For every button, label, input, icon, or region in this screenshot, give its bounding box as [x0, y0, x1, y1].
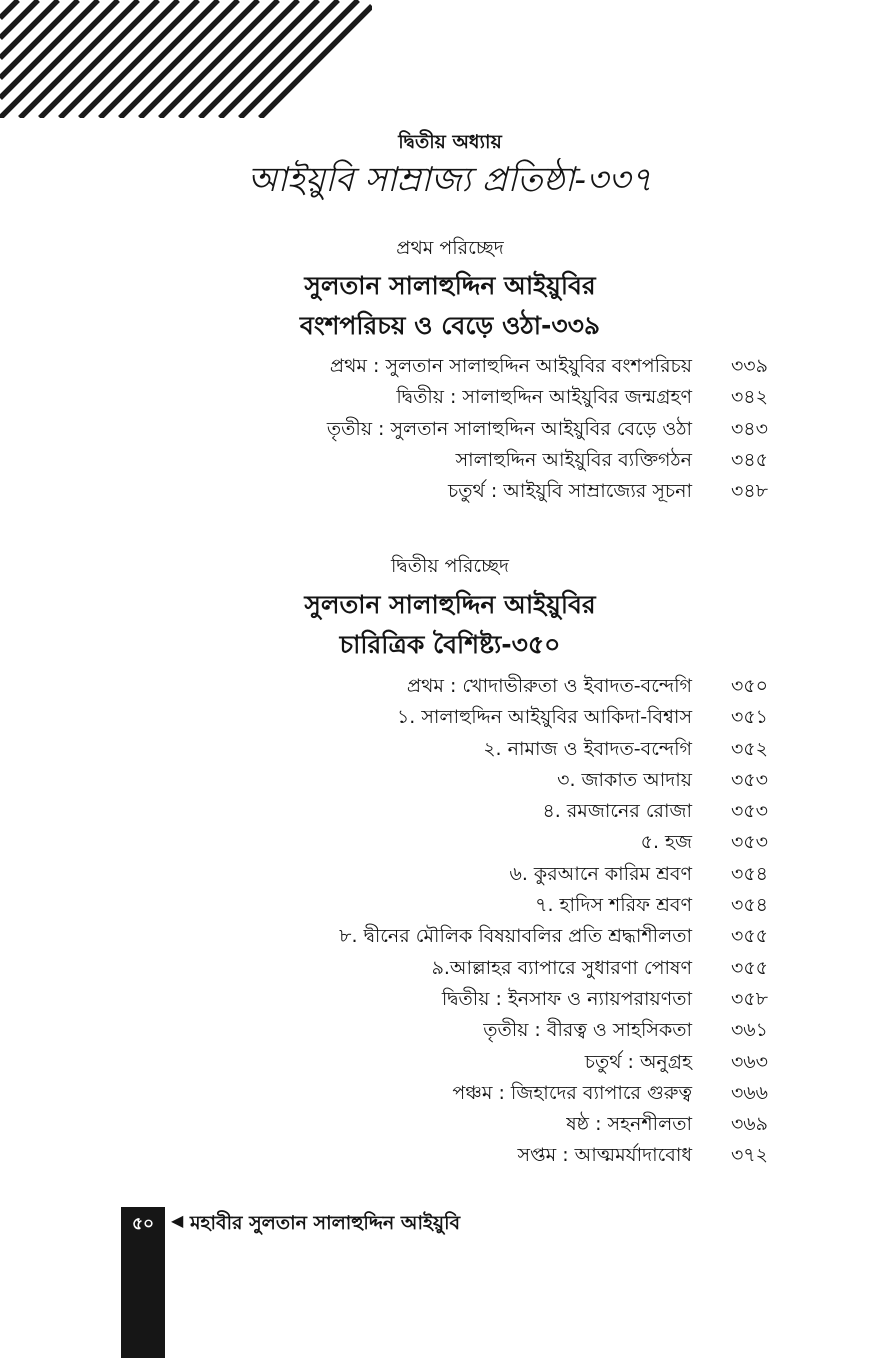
- toc-entry-page: ৩৫৪: [730, 862, 768, 885]
- toc-entry-page: ৩৭২: [730, 1144, 768, 1167]
- toc-entry[interactable]: [100, 415, 768, 446]
- toc-entry-title: পঞ্চম : জিহাদের ব্যাপারে গুরুত্ব: [452, 1081, 692, 1104]
- section-title-line: সুলতান সালাহুদ্দিন আইয়ুবির: [304, 271, 596, 300]
- toc-entry-title: চতুর্থ : আইয়ুবি সাম্রাজ্যের সূচনা: [448, 480, 692, 503]
- footer-book-title: মহাবীর সুলতান সালাহুদ্দিন আইয়ুবি: [190, 1212, 461, 1234]
- toc-entry[interactable]: [100, 735, 768, 766]
- toc-entry-page: ৩৬১: [730, 1019, 768, 1042]
- toc-entry[interactable]: [100, 383, 768, 414]
- toc-entry-page: ৩৬৯: [730, 1113, 768, 1136]
- triangle-left-icon: ◀: [171, 1211, 184, 1230]
- toc-entry-title: ৯.আল্লাহর ব্যাপারে সুধারণা পোষণ: [431, 956, 692, 979]
- toc-entry-page: ৩৫৩: [730, 768, 768, 791]
- toc-entry[interactable]: [100, 1110, 768, 1141]
- toc-entry-page: ৩৬৩: [730, 1050, 768, 1073]
- toc-entry-title: চতুর্থ : অনুগ্রহ: [584, 1050, 692, 1073]
- toc-entry-page: ৩৪৩: [730, 417, 768, 440]
- section-label: প্রথম পরিচ্ছেদ: [396, 237, 504, 259]
- toc-entry-page: ৩৫৮: [730, 987, 768, 1010]
- chapter-label: দ্বিতীয় অধ্যায়: [398, 131, 502, 153]
- toc-list-section-1: [100, 352, 768, 508]
- section-title-line: সুলতান সালাহুদ্দিন আইয়ুবির: [304, 590, 596, 619]
- toc-entry[interactable]: [100, 446, 768, 477]
- toc-entry[interactable]: [100, 703, 768, 734]
- section-title-line: বংশপরিচয় ও বেড়ে ওঠা-৩৩৯: [299, 311, 601, 340]
- toc-entry[interactable]: [100, 922, 768, 953]
- toc-entry-page: ৩৫৫: [730, 956, 768, 979]
- toc-entry-page: ৩৫৫: [730, 925, 768, 948]
- toc-entry[interactable]: [100, 860, 768, 891]
- chapter-title: আইয়ুবি সাম্রাজ্য প্রতিষ্ঠা-৩৩৭: [247, 160, 653, 200]
- toc-entry[interactable]: [100, 1016, 768, 1047]
- toc-entry-page: ৩৫০: [730, 675, 768, 697]
- toc-entry-page: ৩৫১: [730, 706, 768, 729]
- footer-page-number: ৫০: [131, 1214, 155, 1234]
- toc-entry[interactable]: [100, 954, 768, 985]
- toc-entry-title: প্রথম : খোদাভীরুতা ও ইবাদত-বন্দেগি: [406, 675, 692, 697]
- toc-entry-title: ৬. কুরআনে কারিম শ্রবণ: [509, 862, 692, 885]
- toc-entry-page: ৩৪৮: [730, 480, 768, 503]
- toc-entry[interactable]: [100, 891, 768, 922]
- toc-entry-title: ষষ্ঠ : সহনশীলতা: [566, 1113, 692, 1136]
- toc-entry[interactable]: [100, 797, 768, 828]
- toc-entry-page: ৩৩৯: [730, 355, 768, 377]
- toc-entry[interactable]: [100, 672, 768, 703]
- toc-entry-title: ৮. দ্বীনের মৌলিক বিষয়াবলির প্রতি শ্রদ্ধাশীলতা: [339, 925, 692, 948]
- toc-entry-title: ৫. হজ: [640, 831, 692, 854]
- toc-entry-page: ৩৪৫: [730, 448, 768, 471]
- toc-entry-title: দ্বিতীয় : সালাহুদ্দিন আইয়ুবির জন্মগ্রহণ: [396, 386, 692, 409]
- decorative-stripes: [0, 0, 372, 118]
- toc-entry-title: ২. নামাজ ও ইবাদত-বন্দেগি: [483, 737, 692, 760]
- toc-entry-title: ৭. হাদিস শরিফ শ্রবণ: [535, 894, 692, 917]
- toc-entry[interactable]: [100, 477, 768, 508]
- toc-entry-title: ৪. রমজানের রোজা: [542, 800, 692, 823]
- toc-entry-title: দ্বিতীয় : ইনসাফ ও ন্যায়পরায়ণতা: [441, 987, 692, 1010]
- toc-entry-page: ৩৫৩: [730, 800, 768, 823]
- toc-list-section-2: [100, 672, 768, 1173]
- toc-entry[interactable]: [100, 766, 768, 797]
- toc-entry-page: ৩৫২: [730, 737, 768, 760]
- toc-entry[interactable]: [100, 1048, 768, 1079]
- toc-entry[interactable]: [100, 828, 768, 859]
- toc-entry-title: ৩. জাকাত আদায়: [557, 768, 692, 791]
- section-title: [180, 266, 720, 346]
- section-label: দ্বিতীয় পরিচ্ছেদ: [390, 555, 510, 577]
- toc-entry-title: সপ্তম : আত্মমর্যাদাবোধ: [517, 1144, 692, 1167]
- toc-entry-page: ৩৪২: [730, 386, 768, 409]
- toc-entry-page: ৩৬৬: [730, 1081, 768, 1104]
- toc-entry-title: প্রথম : সুলতান সালাহুদ্দিন আইয়ুবির বংশপরিচয়: [329, 355, 692, 377]
- toc-entry-title: তৃতীয় : সুলতান সালাহুদ্দিন আইয়ুবির বেড়ে ওঠা: [326, 417, 692, 440]
- section-title-line: চারিত্রিক বৈশিষ্ট্য-৩৫০: [339, 630, 561, 659]
- toc-entry[interactable]: [100, 352, 768, 383]
- toc-entry-title: তৃতীয় : বীরত্ব ও সাহসিকতা: [483, 1019, 692, 1042]
- toc-entry-title: সালাহুদ্দিন আইয়ুবির ব্যক্তিগঠন: [455, 448, 692, 471]
- toc-entry-title: ১. সালাহুদ্দিন আইয়ুবির আকিদা-বিশ্বাস: [396, 706, 692, 729]
- toc-entry[interactable]: [100, 1079, 768, 1110]
- toc-entry[interactable]: [100, 1141, 768, 1172]
- toc-entry[interactable]: [100, 985, 768, 1016]
- toc-entry-page: ৩৫৩: [730, 831, 768, 854]
- toc-entry-page: ৩৫৪: [730, 894, 768, 917]
- section-title: [180, 585, 720, 665]
